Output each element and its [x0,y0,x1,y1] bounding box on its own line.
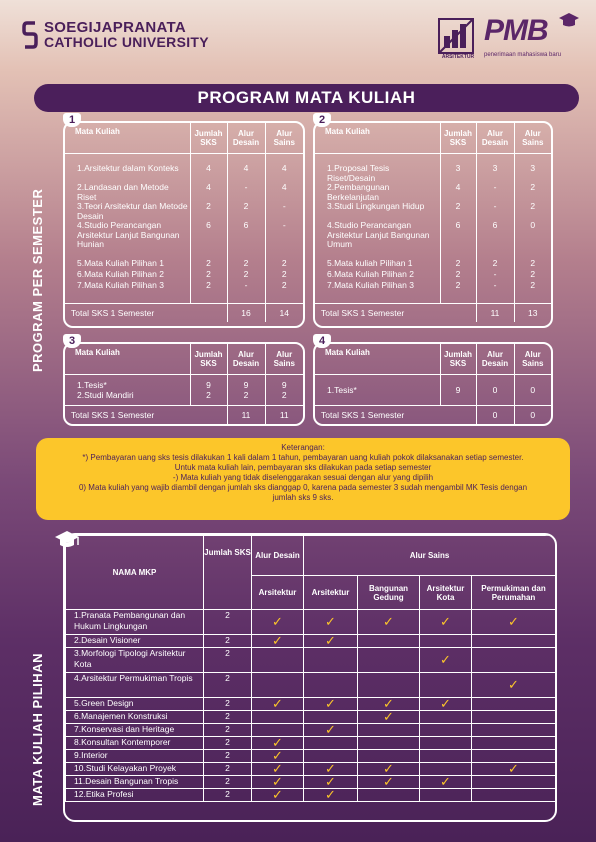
check-icon: ✓ [252,776,304,789]
check-icon: ✓ [420,776,472,789]
course-desain: 0 [492,385,498,395]
mkp-name: 1.Pranata Pembangunan dan Hukum Lingkungan [66,610,204,635]
col-header-sains: Alur Sains [514,344,551,375]
empty-cell [304,648,358,673]
header-bangunan-gedung: Bangunan Gedung [358,576,420,610]
total-label: Total SKS 1 Semester [315,304,476,323]
course-sains: 2 [530,201,536,211]
mkp-sks: 2 [204,763,252,776]
header-nama-mkp: NAMA MKP [66,536,204,610]
course-sains: 3 [530,163,536,173]
course-desain: - [244,182,248,192]
check-icon: ✓ [420,648,472,673]
header-permukiman: Permukiman dan Perumahan [472,576,556,610]
check-icon: ✓ [420,610,472,635]
side-label-semester: PROGRAM PER SEMESTER [30,188,45,372]
empty-cell [420,673,472,698]
header-alur-sains: Alur Sains [304,536,556,576]
course-name: 3.Studi Lingkungan Hidup [327,201,425,211]
mkp-name: 9.Interior [66,750,204,763]
empty-cell [472,711,556,724]
check-icon: ✓ [304,763,358,776]
note-line-1: *) Pembayaran uang sks tesis dilakukan 1 kali dalam 1 tahun, pembayaran uang kuliah pokok dilaksanakan setiap semester. [82,453,524,462]
check-icon: ✓ [252,763,304,776]
mkp-sks: 2 [204,635,252,648]
col-header-sks: Jumlah SKS [440,344,476,375]
course-sks: 2 [455,280,461,290]
table-row [66,673,556,698]
check-icon: ✓ [304,776,358,789]
mkp-name: 6.Manajemen Konstruksi [66,711,204,724]
table-row [66,750,556,763]
course-name: 7.Mata Kuliah Pilihan 3 [77,280,164,290]
pmb-text: PMB [484,14,548,47]
mkp-sks: 2 [204,698,252,711]
mkp-sks: 2 [204,724,252,737]
course-sks: 9 [206,380,211,390]
mkp-sks: 2 [204,776,252,789]
semester-3-table [63,335,305,426]
course-name: 2.Landasan dan Metode Riset [77,182,169,202]
course-name: 3.Teori Arsitektur dan Metode Desain [77,201,188,221]
course-sks: 2 [455,258,461,268]
check-icon: ✓ [358,763,420,776]
arsitektur-logo-icon [438,18,474,54]
mkp-name: 11.Desain Bangunan Tropis [66,776,204,789]
course-name: 6.Mata Kuliah Pilihan 2 [327,269,414,279]
course-sks: 2 [206,389,211,400]
check-icon: ✓ [358,610,420,635]
course-sains: 4 [281,182,287,192]
pmb-logo [436,14,581,64]
total-label: Total SKS 1 Semester [315,406,476,425]
table-row [66,737,556,750]
course-desain: - [493,280,497,290]
mkp-name: 3.Morfologi Tipologi Arsitektur Kota [66,648,204,673]
col-header-sks: Jumlah SKS [190,344,227,375]
empty-cell [420,789,472,802]
col-header-sains: Alur Sains [265,123,303,154]
col-header-mk: Mata Kuliah [315,344,440,375]
course-name: 5.Mata kuliah Pilihan 1 [327,258,413,268]
empty-cell [472,737,556,750]
course-sks: 2 [206,269,211,279]
table-row [66,648,556,673]
check-icon: ✓ [304,610,358,635]
empty-cell [420,724,472,737]
course-sains: 2 [530,258,536,268]
total-desain: 11 [227,406,265,425]
total-desain: 11 [476,304,514,323]
course-name: 1.Proposal Tesis Riset/Desain [327,163,390,183]
course-name: 1.Tesis* [77,380,107,390]
course-sains: 2 [281,389,287,400]
empty-cell [472,789,556,802]
note-title: Keterangan: [281,443,325,452]
col-header-sains: Alur Sains [514,123,551,154]
check-icon: ✓ [472,673,556,698]
empty-cell [358,673,420,698]
col-header-mk: Mata Kuliah [65,344,190,375]
total-desain: 0 [476,406,514,425]
col-header-mk: Mata Kuliah [65,123,190,154]
course-desain: 2 [243,258,249,268]
empty-cell [358,648,420,673]
course-desain: 2 [243,269,249,279]
course-name: 1.Tesis* [327,385,357,395]
empty-cell [420,737,472,750]
mkp-name: 5.Green Design [66,698,204,711]
total-sains: 0 [514,406,551,425]
empty-cell [472,698,556,711]
table-row [66,724,556,737]
empty-cell [472,724,556,737]
check-icon: ✓ [472,610,556,635]
course-sks: 9 [455,385,461,395]
course-sains: 2 [530,280,536,290]
course-sains: - [282,201,286,211]
header-arsitektur-kota: Arsitektur Kota [420,576,472,610]
course-name: 5.Mata Kuliah Pilihan 1 [77,258,164,268]
total-label: Total SKS 1 Semester [65,304,227,323]
check-icon: ✓ [472,763,556,776]
header-arsitektur-sains: Arsitektur [304,576,358,610]
table-row [66,789,556,802]
side-label-pilihan: MATA KULIAH PILIHAN [30,653,45,806]
course-sains: 2 [281,280,287,290]
check-icon: ✓ [304,635,358,648]
empty-cell [252,711,304,724]
semester-2-badge: 2 [313,113,331,127]
course-name: 6.Mata Kuliah Pilihan 2 [77,269,164,279]
col-header-desain: Alur Desain [227,123,265,154]
course-desain: - [493,269,497,279]
course-desain: - [493,182,497,192]
mkp-name: 10.Studi Kelayakan Proyek [66,763,204,776]
course-sains: 2 [281,258,287,268]
note-line-4: 0) Mata kuliah yang wajib diambil dengan jumlah sks dianggap 0, karena pada semester 3 sudah mengambil MK Tesis dengan [78,483,528,492]
note-line-5: jumlah sks 9 sks. [272,493,334,502]
check-icon: ✓ [252,750,304,763]
empty-cell [304,737,358,750]
pmb-subtitle: penerimaan mahasiswa baru [484,52,562,58]
course-desain: - [493,201,497,211]
check-icon: ✓ [252,737,304,750]
mkp-name: 12.Etika Profesi [66,789,204,802]
graduation-cap-icon [558,12,580,28]
empty-cell [472,776,556,789]
course-name: 2.Pembangunan Berkelanjutan [327,182,390,202]
col-header-sains: Alur Sains [265,344,303,375]
course-name: 4.Studio Perancangan Arsitektur Lanjut Bangunan Umum [327,220,430,249]
empty-cell [358,724,420,737]
mkp-name: 2.Desain Visioner [66,635,204,648]
total-desain: 16 [227,304,265,323]
course-sains: 2 [281,269,287,279]
total-sains: 11 [265,406,303,425]
semester-4-table [313,335,553,426]
logo-line2: CATHOLIC UNIVERSITY [44,34,209,50]
table-row [66,635,556,648]
empty-cell [358,789,420,802]
course-sains: 2 [530,269,536,279]
course-sks: 6 [455,220,461,230]
check-icon: ✓ [252,789,304,802]
course-desain: 4 [243,163,249,173]
course-sks: 6 [206,220,211,230]
mkp-sks: 2 [204,737,252,750]
semester-1-badge: 1 [63,113,81,127]
course-sains: 0 [530,385,536,395]
mkp-name: 4.Arsitektur Permukiman Tropis [66,673,204,698]
check-icon: ✓ [358,776,420,789]
col-header-sks: Jumlah SKS [190,123,227,154]
empty-cell [472,648,556,673]
table-row [66,763,556,776]
mkp-sks: 2 [204,610,252,635]
course-name: 7.Mata Kuliah Pilihan 3 [327,280,414,290]
check-icon: ✓ [420,698,472,711]
header-arsitektur-desain: Arsitektur [252,576,304,610]
mkp-sks: 2 [204,750,252,763]
total-sains: 13 [514,304,551,323]
course-sains: 2 [530,182,536,192]
course-desain: 3 [492,163,498,173]
table-row [66,776,556,789]
course-sks: 2 [206,280,211,290]
check-icon: ✓ [252,635,304,648]
total-sains: 14 [265,304,303,323]
empty-cell [420,750,472,763]
col-header-desain: Alur Desain [476,123,514,154]
check-icon: ✓ [304,724,358,737]
check-icon: ✓ [252,610,304,635]
mkp-sks: 2 [204,648,252,673]
course-sks: 4 [206,163,211,173]
ars-label: ARSITEKTUR [441,54,475,60]
note-box [36,438,570,520]
course-desain: - [244,280,248,290]
empty-cell [252,648,304,673]
course-desain: 6 [243,220,249,230]
course-sks: 2 [206,258,211,268]
mkp-name: 7.Konservasi dan Heritage [66,724,204,737]
course-sains: 4 [281,163,287,173]
empty-cell [420,711,472,724]
semester-3-badge: 3 [63,334,81,348]
table-row [66,698,556,711]
semester-1-table [63,114,305,328]
course-sains: 9 [281,380,287,390]
table-row [66,711,556,724]
col-header-desain: Alur Desain [227,344,265,375]
pilihan-table [63,533,557,822]
note-line-3: -) Mata kuliah yang tidak diselenggarakan sesuai dengan alur yang dipilih [172,473,434,482]
check-icon: ✓ [252,698,304,711]
header-alur-desain: Alur Desain [252,536,304,576]
course-sks: 3 [455,163,461,173]
course-desain: 2 [243,201,249,211]
course-desain: 6 [492,220,498,230]
empty-cell [358,635,420,648]
course-sains: 0 [530,220,536,230]
check-icon: ✓ [304,789,358,802]
check-icon: ✓ [358,711,420,724]
check-icon: ✓ [304,698,358,711]
course-sks: 2 [455,269,461,279]
total-label: Total SKS 1 Semester [65,406,227,425]
course-sks: 2 [455,201,461,211]
course-sains: - [282,220,286,230]
col-header-desain: Alur Desain [476,344,514,375]
course-desain: 9 [243,380,249,390]
table-row [66,610,556,635]
university-logo [22,20,209,50]
university-s-icon [22,20,38,50]
course-sks: 2 [206,201,211,211]
empty-cell [358,737,420,750]
empty-cell [420,635,472,648]
course-sks: 4 [206,182,211,192]
note-line-2: Untuk mata kuliah lain, pembayaran sks dilakukan pada setiap semester [174,463,432,472]
semester-4-badge: 4 [313,334,331,348]
mkp-sks: 2 [204,789,252,802]
col-header-mk: Mata Kuliah [315,123,440,154]
semester-2-table [313,114,553,328]
col-header-sks: Jumlah SKS [440,123,476,154]
course-sks: 4 [455,182,461,192]
mkp-name: 8.Konsultan Kontemporer [66,737,204,750]
header-jumlah-sks: Jumlah SKS [204,536,252,610]
empty-cell [304,673,358,698]
logo-line1: SOEGIJAPRANATA [44,19,186,36]
mkp-sks: 2 [204,673,252,698]
course-name: 4.Studio Perancangan Arsitektur Lanjut Bangunan Hunian [77,220,180,249]
course-name: 2.Studi Mandiri [77,389,134,400]
course-desain: 2 [492,258,498,268]
mkp-sks: 2 [204,711,252,724]
course-desain: 2 [243,389,249,400]
course-name: 1.Arsitektur dalam Konteks [77,163,179,173]
page-title: PROGRAM MATA KULIAH [34,84,579,112]
empty-cell [472,635,556,648]
check-icon: ✓ [358,698,420,711]
empty-cell [252,673,304,698]
